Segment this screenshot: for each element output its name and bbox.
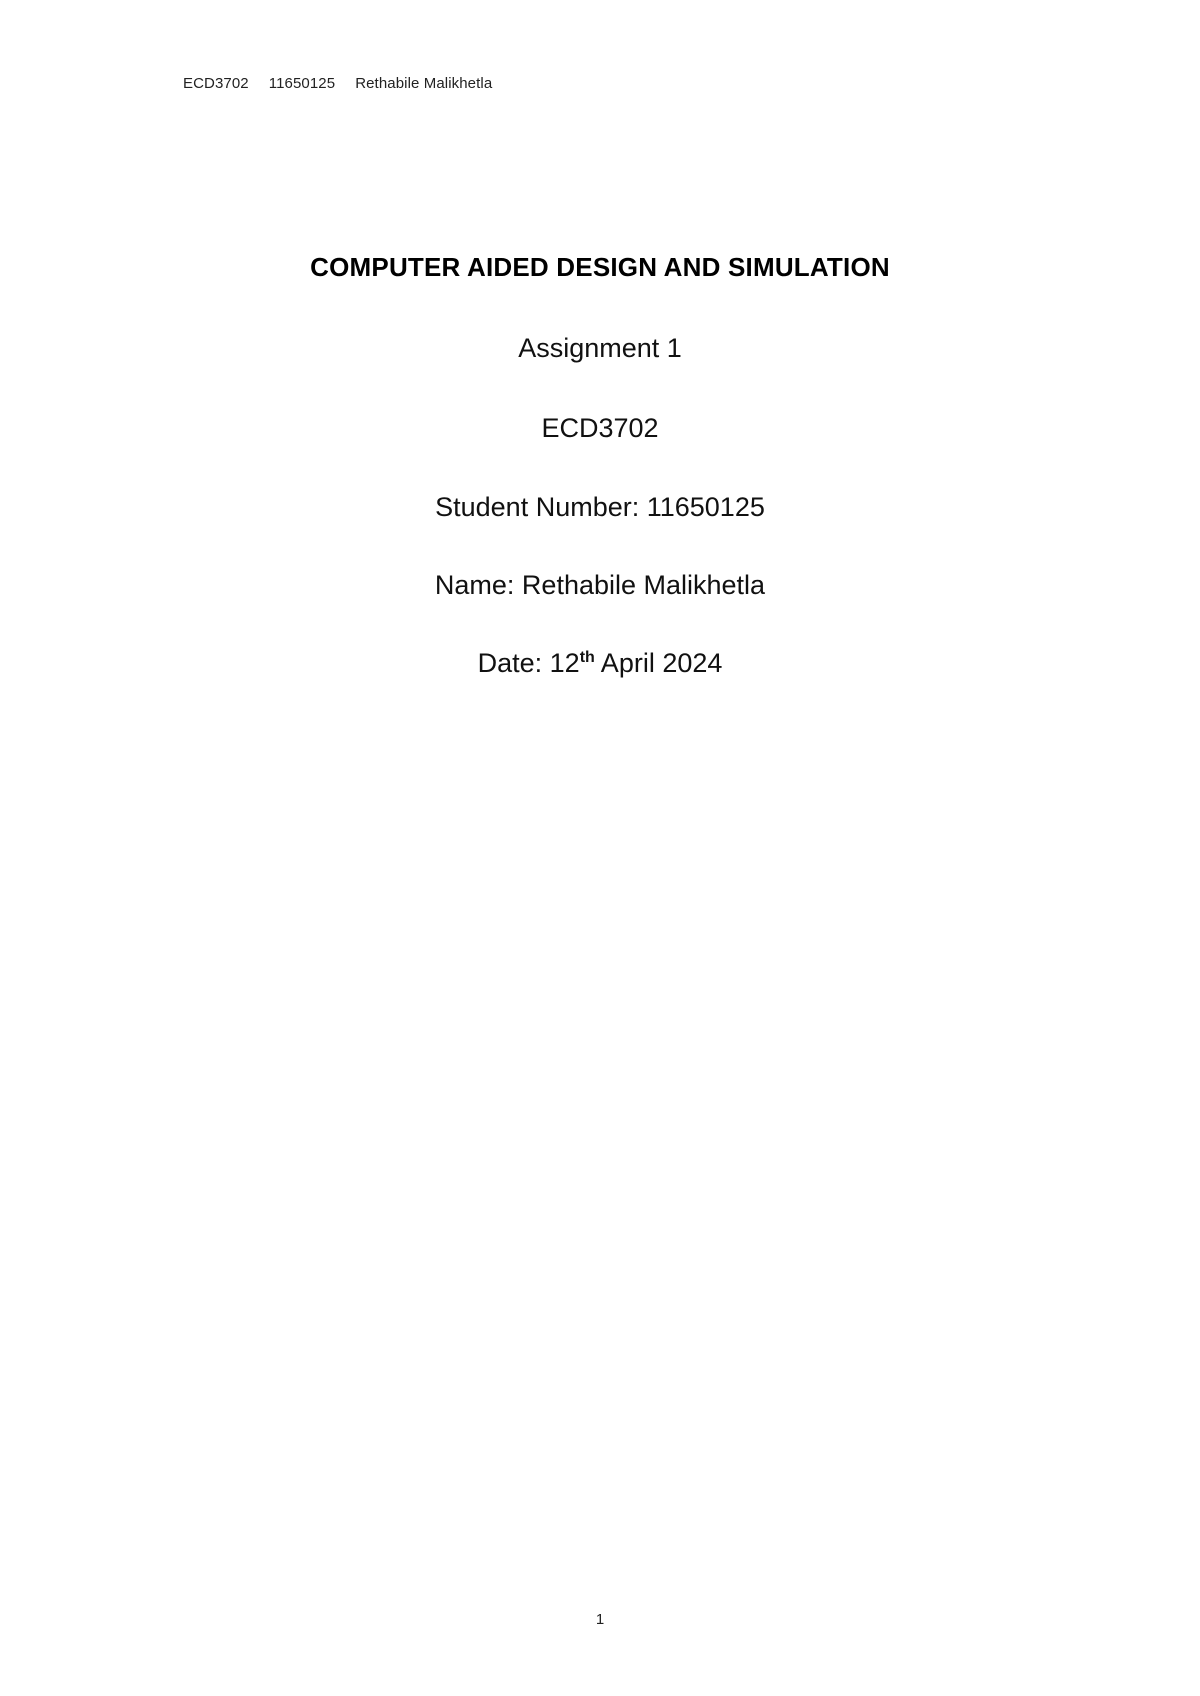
header-course-code: ECD3702 <box>183 75 249 92</box>
date-prefix: Date: 12 <box>477 648 580 678</box>
course-code: ECD3702 <box>541 413 659 443</box>
header-student-name: Rethabile Malikhetla <box>355 75 493 92</box>
document-title: COMPUTER AIDED DESIGN AND SIMULATION <box>310 252 890 282</box>
date-suffix: April 2024 <box>594 648 723 678</box>
page-header <box>183 75 492 92</box>
student-number-line: Student Number: 11650125 <box>435 492 765 522</box>
page-number: 1 <box>595 1611 605 1628</box>
header-student-number: 11650125 <box>268 75 336 92</box>
student-name-line: Name: Rethabile Malikhetla <box>434 570 766 600</box>
date-superscript: th <box>579 649 595 666</box>
assignment-label: Assignment 1 <box>518 333 682 363</box>
date-line <box>0 648 1200 679</box>
